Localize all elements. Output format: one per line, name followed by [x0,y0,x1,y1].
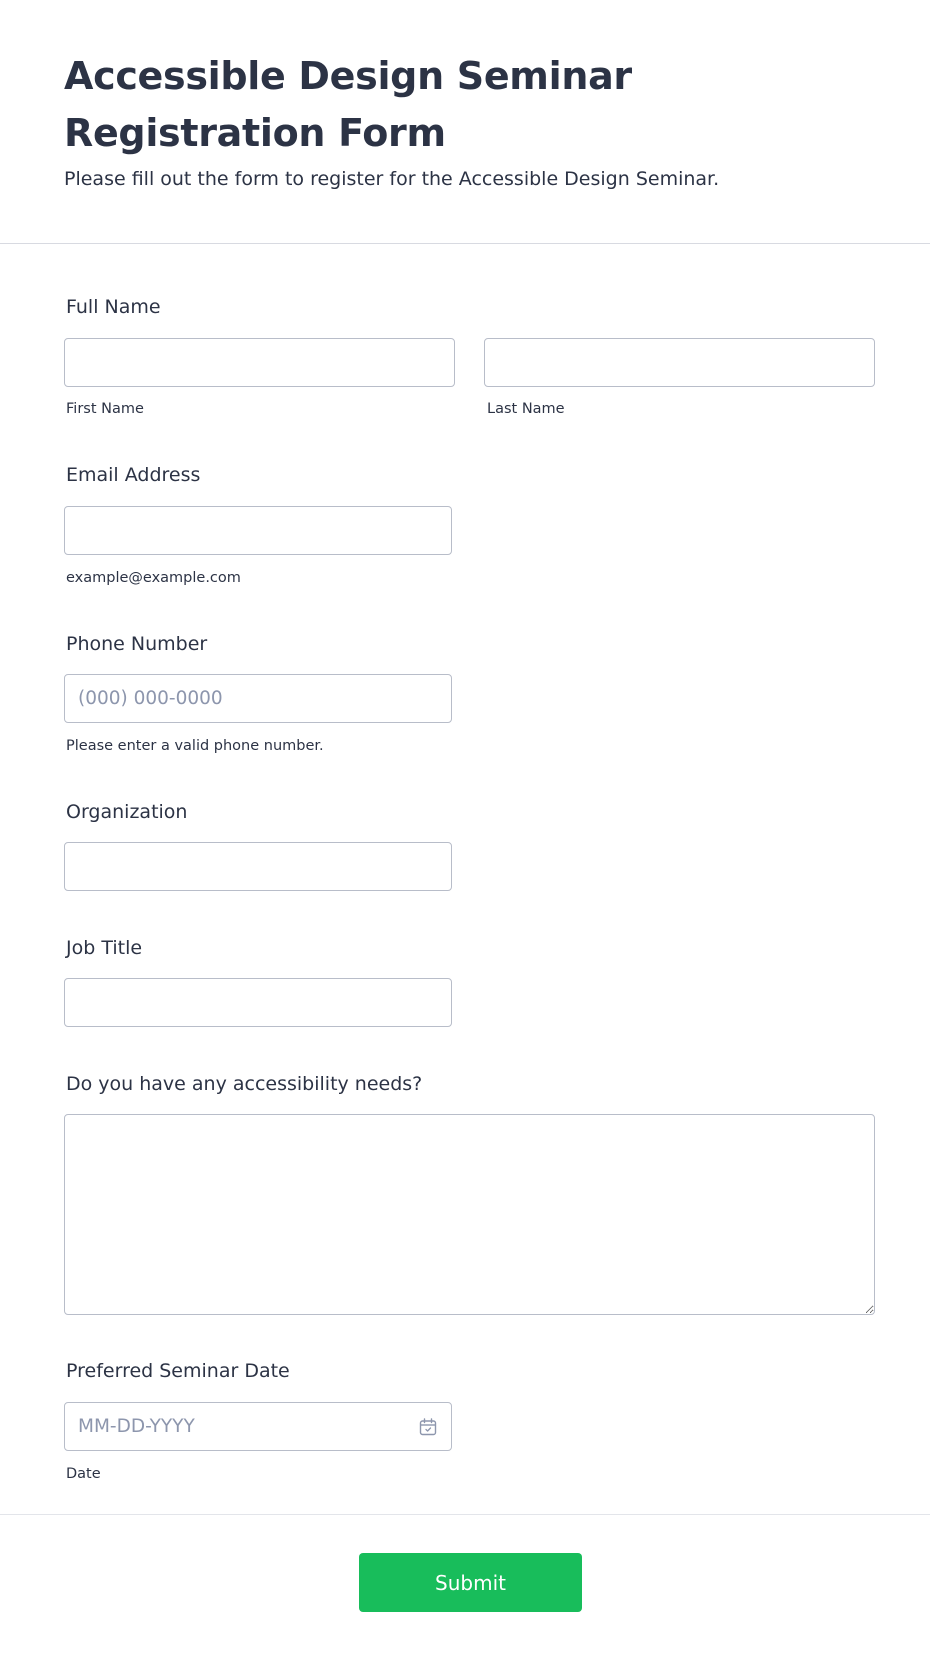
form-header [0,0,930,244]
organization-label: Organization [66,801,188,823]
organization-input[interactable] [64,842,452,891]
first-name-input[interactable] [64,338,455,387]
email-sublabel: example@example.com [66,570,241,586]
form-subtitle: Please fill out the form to register for the Accessible Design Seminar. [64,168,720,190]
phone-sublabel: Please enter a valid phone number. [66,738,324,754]
seminar-date-input[interactable] [64,1402,452,1451]
email-label: Email Address [66,464,201,486]
phone-label: Phone Number [66,633,208,655]
email-input[interactable] [64,506,452,555]
job-title-label: Job Title [66,937,143,959]
job-title-input[interactable] [64,978,452,1027]
phone-input[interactable] [64,674,452,723]
submit-button[interactable]: Submit [359,1553,582,1612]
seminar-date-label: Preferred Seminar Date [66,1360,290,1382]
calendar-icon[interactable] [418,1417,438,1437]
first-name-sublabel: First Name [66,401,144,417]
form-footer [0,1514,930,1661]
accessibility-needs-label: Do you have any accessibility needs? [66,1073,423,1095]
form-title: Accessible Design Seminar Registration Form [64,54,632,155]
seminar-date-sublabel: Date [66,1466,101,1482]
last-name-input[interactable] [484,338,875,387]
accessibility-needs-textarea[interactable] [64,1114,875,1315]
last-name-sublabel: Last Name [487,401,565,417]
full-name-label: Full Name [66,296,161,318]
